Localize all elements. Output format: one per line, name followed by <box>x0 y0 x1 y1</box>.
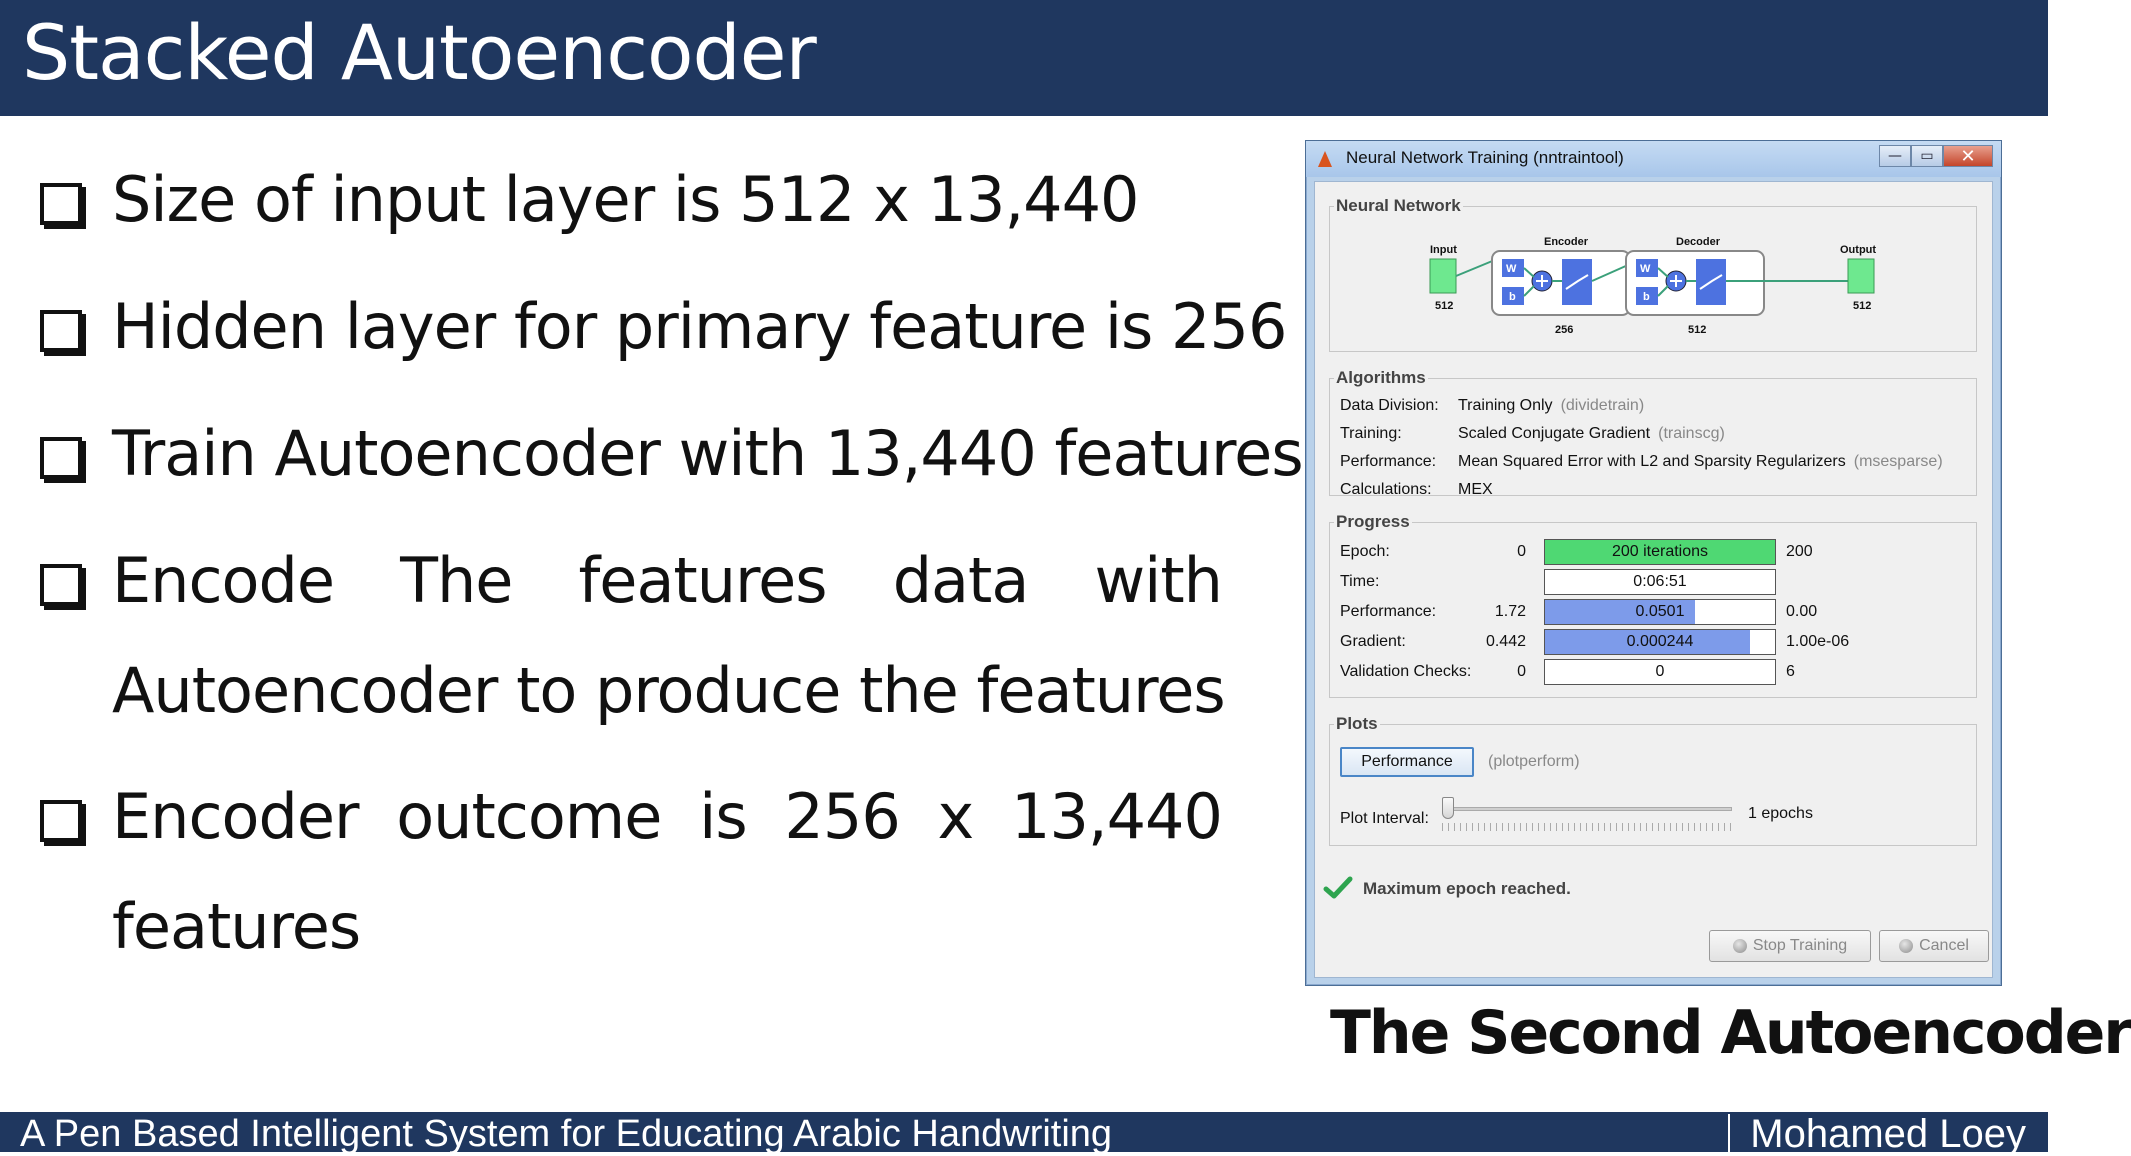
maximize-button[interactable]: ▭ <box>1911 145 1943 167</box>
bullet-text-line2: features <box>112 890 361 963</box>
neural-network-group <box>1329 196 1977 352</box>
checkbox-icon <box>40 183 82 225</box>
checkmark-icon <box>1323 876 1353 900</box>
algorithm-row <box>1340 453 1943 471</box>
checkbox-icon <box>40 564 82 606</box>
footer-author: Mohamed Loey <box>1750 1112 2026 1156</box>
word: with <box>1094 544 1222 617</box>
word: 256 <box>784 780 900 853</box>
bullet-text: Hidden layer for primary feature is 256 <box>112 290 1287 363</box>
progress-bar <box>1544 599 1776 625</box>
input-block <box>1430 259 1456 293</box>
progress-key: Epoch: <box>1340 543 1390 560</box>
decoder-label: Decoder <box>1676 236 1721 248</box>
algorithm-key: Performance: <box>1340 453 1437 470</box>
decoder-bias-label: b <box>1643 291 1650 303</box>
decoder-weight-label: W <box>1640 263 1651 275</box>
algorithm-value: Mean Squared Error with L2 and Sparsity Regularizers <box>1458 453 1846 470</box>
progress-row <box>1340 569 1980 595</box>
window-title: Neural Network Training (nntraintool) <box>1346 148 1624 167</box>
progress-bar <box>1544 569 1776 595</box>
word: Encoder <box>112 780 359 853</box>
checkbox-icon <box>40 800 82 842</box>
cancel-label: Cancel <box>1919 937 1969 954</box>
plot-interval-slider-thumb[interactable] <box>1442 797 1454 819</box>
progress-row <box>1340 629 1980 655</box>
checkbox-icon <box>40 310 82 352</box>
word: x <box>937 780 974 853</box>
network-diagram <box>1430 237 1890 343</box>
algorithm-value: Scaled Conjugate Gradient <box>1458 425 1651 442</box>
group-label: Plots <box>1336 714 1378 733</box>
checkbox-icon <box>40 437 82 479</box>
progress-bar <box>1544 629 1776 655</box>
encoder-label: Encoder <box>1544 236 1589 248</box>
group-label: Algorithms <box>1336 368 1426 387</box>
group-label: Neural Network <box>1336 196 1461 215</box>
progress-row <box>1340 599 1980 625</box>
progress-value: 0.000244 <box>1626 633 1694 650</box>
slide-title: Stacked Autoencoder <box>22 8 816 97</box>
progress-value: 200 iterations <box>1611 543 1709 560</box>
bullet-text: Train Autoencoder with 13,440 features <box>112 417 1303 490</box>
stop-training-button[interactable] <box>1709 930 1871 962</box>
algorithm-value: Training Only <box>1458 397 1553 414</box>
plots-group <box>1329 714 1977 846</box>
progress-start: 0 <box>1517 543 1526 560</box>
window-title-bar[interactable] <box>1306 141 2001 177</box>
algorithm-value: MEX <box>1458 481 1493 498</box>
progress-end: 0.00 <box>1786 603 1818 620</box>
word: is <box>699 780 747 853</box>
algorithm-key: Data Division: <box>1340 397 1439 414</box>
group-label: Progress <box>1336 512 1410 531</box>
word: features <box>578 544 827 617</box>
status-message: Maximum epoch reached. <box>1363 879 1571 898</box>
output-size: 512 <box>1853 300 1872 312</box>
bullet-text-line1 <box>112 525 1222 637</box>
algorithm-note[interactable]: (trainscg) <box>1658 425 1725 442</box>
progress-key: Gradient: <box>1340 633 1406 650</box>
cancel-button[interactable] <box>1879 930 1989 962</box>
input-label: Input <box>1430 244 1457 256</box>
close-button[interactable]: ✕ <box>1943 145 1993 167</box>
plot-function-note: (plotperform) <box>1488 753 1580 770</box>
algorithm-note[interactable]: (dividetrain) <box>1560 397 1645 414</box>
bullet-text: Size of input layer is 512 x 13,440 <box>112 163 1139 236</box>
word: The <box>400 544 513 617</box>
progress-start: 1.72 <box>1494 603 1526 620</box>
algorithm-note[interactable]: (msesparse) <box>1853 453 1943 470</box>
decoder-size: 512 <box>1688 324 1707 336</box>
bullet-text-line1 <box>112 761 1222 873</box>
progress-group <box>1329 512 1977 698</box>
window-client-area <box>1314 181 1993 978</box>
progress-end: 1.00e-06 <box>1786 633 1850 650</box>
encoder-bias-label: b <box>1509 291 1516 303</box>
progress-start: 0.442 <box>1485 633 1526 650</box>
stop-icon <box>1733 939 1747 953</box>
encoder-size: 256 <box>1555 324 1574 336</box>
progress-row <box>1340 659 1980 685</box>
image-caption: The Second Autoencoder <box>1330 998 2131 1068</box>
slide-title-bar <box>0 0 2048 116</box>
progress-value: 0.0501 <box>1635 603 1685 620</box>
algorithm-key: Training: <box>1340 425 1402 442</box>
plot-interval-label: Plot Interval: <box>1340 810 1429 827</box>
encoder-weight-label: W <box>1506 263 1517 275</box>
progress-key: Validation Checks: <box>1340 663 1472 680</box>
word: outcome <box>396 780 662 853</box>
progress-value: 0 <box>1655 663 1665 680</box>
progress-start: 0 <box>1517 663 1526 680</box>
plot-interval-value: 1 epochs <box>1748 805 1813 822</box>
slider-ticks <box>1442 823 1732 831</box>
minimize-button[interactable]: — <box>1879 145 1911 167</box>
nntraintool-window <box>1305 140 2002 986</box>
algorithm-key: Calculations: <box>1340 481 1432 498</box>
slide-footer <box>0 1112 2048 1156</box>
stop-training-label: Stop Training <box>1752 937 1848 954</box>
progress-value: 0:06:51 <box>1633 573 1687 590</box>
word: 13,440 <box>1011 780 1222 853</box>
performance-plot-button[interactable]: Performance <box>1340 747 1474 777</box>
output-block <box>1848 259 1874 293</box>
footer-divider <box>1728 1114 1730 1152</box>
window-controls <box>1879 145 1993 167</box>
progress-key: Time: <box>1340 573 1380 590</box>
footer-project-title: A Pen Based Intelligent System for Educating Arabic Handwriting <box>20 1113 1113 1155</box>
algorithms-group <box>1329 368 1977 498</box>
word: data <box>892 544 1029 617</box>
input-size: 512 <box>1435 300 1454 312</box>
progress-end: 200 <box>1786 543 1813 560</box>
progress-row <box>1340 539 1980 565</box>
algorithm-row <box>1340 481 1493 499</box>
cancel-icon <box>1899 939 1913 953</box>
bullet-text-line2: Autoencoder to produce the features <box>112 654 1225 727</box>
output-label: Output <box>1840 244 1877 256</box>
progress-bar <box>1544 539 1776 565</box>
algorithm-row <box>1340 397 1644 415</box>
algorithm-row <box>1340 425 1725 443</box>
progress-key: Performance: <box>1340 603 1437 620</box>
progress-end: 6 <box>1786 663 1795 680</box>
word: Encode <box>112 544 334 617</box>
matlab-logo-icon <box>1318 151 1332 167</box>
plot-interval-slider-track[interactable] <box>1442 807 1732 811</box>
progress-bar <box>1544 659 1776 685</box>
